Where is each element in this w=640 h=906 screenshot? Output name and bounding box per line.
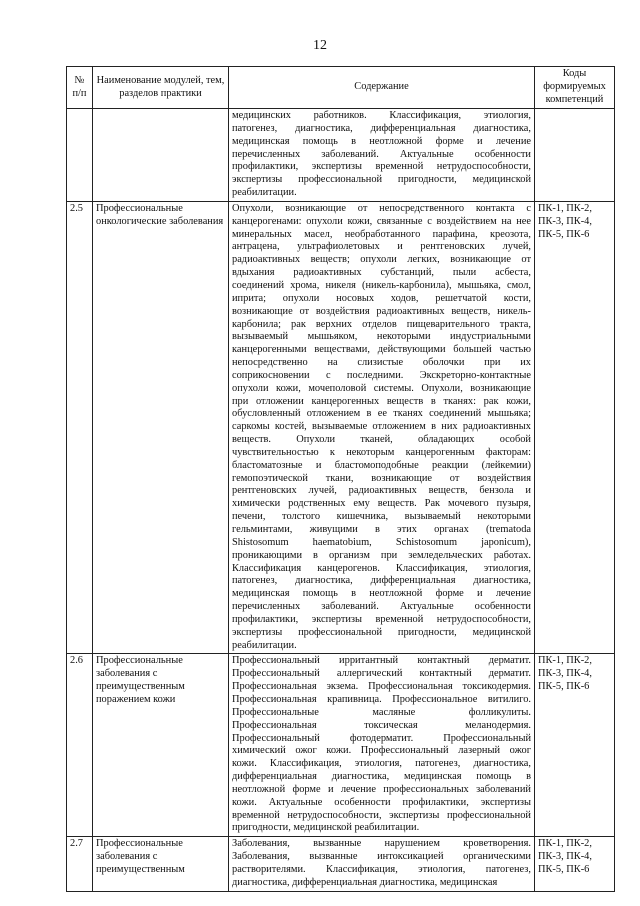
content-line: обусловленный отложением в ее тканях соединений мышьяка;	[232, 408, 531, 420]
content-line: канцерогенами: опухоли кожи, связанные с воздействием на нее	[232, 215, 531, 227]
content-line: вызываемый мышьяком, некоторыми индустриальными	[232, 331, 531, 343]
row-competency-codes: ПК-1, ПК-2, ПК-3, ПК-4, ПК-5, ПК-6	[535, 201, 615, 654]
page-number: 12	[313, 38, 327, 53]
content-line: Заболевания, вызванные интоксикацией органическими	[232, 851, 531, 863]
content-line: кожи. Актуальные особенности профилактики, экспертизы	[232, 796, 531, 808]
content-line: при отложении канцерогенных веществ в тканях: рак кожи,	[232, 395, 531, 407]
content-line: веществ. Опухоли тканей, обладающих особой	[232, 434, 531, 446]
content-line: Классификация канцерогенов. Классификация, этиология,	[232, 562, 531, 574]
curriculum-table	[66, 66, 615, 892]
content-line: бластоматозные и бластомоподобные реакции (лейкемии)	[232, 459, 531, 471]
row-content	[229, 654, 535, 837]
row-topic-name: Профессиональные заболевания с преимущественным поражением кожи	[93, 654, 229, 837]
content-line: профилактики, экспертизы временной нетрудоспособности,	[232, 613, 531, 625]
content-line: антрацена, ультрафиолетовых и рентгеновских лучей,	[232, 241, 531, 253]
content-line: пригодности, медицинской реабилитации.	[232, 822, 420, 834]
content-line: гельминтами, живущими в этих органах (trematoda	[232, 524, 531, 535]
content-line: медицинская помощь в неотложной форме и лечение	[232, 135, 531, 147]
row-content	[229, 201, 535, 654]
row-competency-codes: ПК-1, ПК-2, ПК-3, ПК-4, ПК-5, ПК-6	[535, 837, 615, 891]
row-competency-codes	[535, 109, 615, 202]
header-content: Содержание	[229, 67, 535, 109]
content-line: реабилитации.	[232, 639, 297, 651]
content-line: соединений хрома, никеля (никель-карбонила), мышьяка, смол,	[232, 279, 531, 291]
content-line: Профессиональный ирритантный контактный дерматит.	[232, 655, 531, 667]
content-line: Профессиональный фотодерматит. Профессиональный	[232, 732, 531, 744]
content-line: Заболевания, вызванные нарушением кроветворения.	[232, 838, 531, 850]
row-number: 2.6	[67, 654, 93, 837]
content-line: химически родственных ему веществ. Рак мочевого пузыря,	[232, 498, 531, 510]
content-line: непосредственно на слизистые оболочки при их	[232, 357, 531, 369]
content-line: перечисленных заболеваний. Актуальные особенности	[232, 148, 531, 160]
content-line: Опухоли, возникающие от непосредственного контакта с	[232, 202, 531, 214]
content-line: Профессиональная крапивница. Профессиональное витилиго.	[232, 693, 531, 705]
content-line: кожи. Классификация, этиология, патогенез, диагностика,	[232, 758, 531, 770]
content-line: соприкосновении с последними. Экскреторно-контактные	[232, 369, 531, 381]
row-topic-name	[93, 109, 229, 202]
content-line: саркомы костей, вызываемые отложением в них радиоактивных	[232, 421, 531, 433]
row-number	[67, 109, 93, 202]
content-line: неотложной форме и лечение профессиональных заболеваний	[232, 783, 531, 795]
table-body	[67, 109, 615, 892]
content-line: патогенез, диагностика, дифференциальная диагностика,	[232, 122, 531, 134]
table-row	[67, 654, 615, 837]
content-line: Профессиональная токсическая меланодермия.	[232, 719, 531, 731]
row-competency-codes: ПК-1, ПК-2, ПК-3, ПК-4, ПК-5, ПК-6	[535, 654, 615, 837]
content-line: вдыхания радиоактивных субстанций, пыли асбеста,	[232, 267, 531, 279]
row-number: 2.5	[67, 201, 93, 654]
content-line: опухоли кожи, мочеполовой системы. Опухоли, возникающие	[232, 382, 531, 394]
content-line: реабилитации.	[232, 187, 297, 199]
content-line: экспертизы профессиональной пригодности, медицинской	[232, 626, 531, 638]
table-row	[67, 109, 615, 202]
content-line: химический ожог кожи. Профессиональный лазерный ожог	[232, 745, 531, 757]
content-line: Профессиональные масляные фолликулиты.	[232, 706, 531, 718]
content-line: возникающие от воздействия радиоактивных веществ, никель-	[232, 305, 531, 317]
content-line: дифференциальная диагностика, медицинская помощь в	[232, 771, 531, 783]
content-line: медицинская помощь в неотложной форме и лечение	[232, 588, 531, 600]
content-line: медицинских работников. Классификация, этиология,	[232, 110, 531, 121]
content-line: печени, толстого кишечника, вызываемый некоторыми	[232, 511, 531, 523]
content-line: гемопоэтической ткани, возникающие от воздействия	[232, 472, 531, 484]
content-line: иприта; опухоли носовых ходов, решетчатой кости,	[232, 292, 531, 304]
content-line: Профессиональная экзема. Профессиональная токсикодермия.	[232, 681, 531, 693]
content-line: профилактики, экспертизы временной нетрудоспособности,	[232, 161, 531, 173]
row-topic-name: Профессиональные заболевания с преимущественным	[93, 837, 229, 891]
content-line: временной нетрудоспособности, экспертизы профессиональной	[232, 809, 531, 821]
row-content	[229, 109, 535, 202]
row-number: 2.7	[67, 837, 93, 891]
row-topic-name: Профессиональные онкологические заболевания	[93, 201, 229, 654]
header-num: № п/п	[67, 67, 93, 109]
content-line: радиоактивных веществ; опухоли легких, возникающие от	[232, 254, 531, 266]
content-line: канцерогенными веществами, действующими большей частью	[232, 344, 531, 356]
content-line: экспертизы профессиональной пригодности, медицинской	[232, 174, 531, 186]
content-line: рентгеновских лучей, радиоактивных веществ, бензола и	[232, 485, 531, 497]
table-row	[67, 837, 615, 891]
header-codes: Коды формируемых компетенций	[535, 67, 615, 109]
content-line: перечисленных заболеваний. Актуальные особенности	[232, 601, 531, 613]
header-name: Наименование модулей, тем, разделов практики	[93, 67, 229, 109]
content-line: Shistosomum haematobium, Schistosomum japonicum),	[232, 536, 531, 548]
content-line: чувствительностью к некоторым канцерогенным факторам:	[232, 446, 531, 458]
content-line: диагностика, дифференциальная диагностика, медицинская	[232, 876, 498, 888]
row-content	[229, 837, 535, 891]
content-line: проникающими в организм при земледельческих работах.	[232, 549, 531, 561]
content-line: Профессиональный аллергический контактный дерматит.	[232, 668, 531, 680]
content-line: патогенез, диагностика, дифференциальная диагностика,	[232, 575, 531, 587]
content-line: минеральных масел, необработанного парафина, креозота,	[232, 228, 531, 240]
table-row	[67, 201, 615, 654]
table-header-row	[67, 67, 615, 109]
content-line: карбонила; рак верхних отделов пищеварительного тракта,	[232, 318, 531, 330]
content-line: растворителями. Классификация, этиология, патогенез,	[232, 863, 531, 875]
